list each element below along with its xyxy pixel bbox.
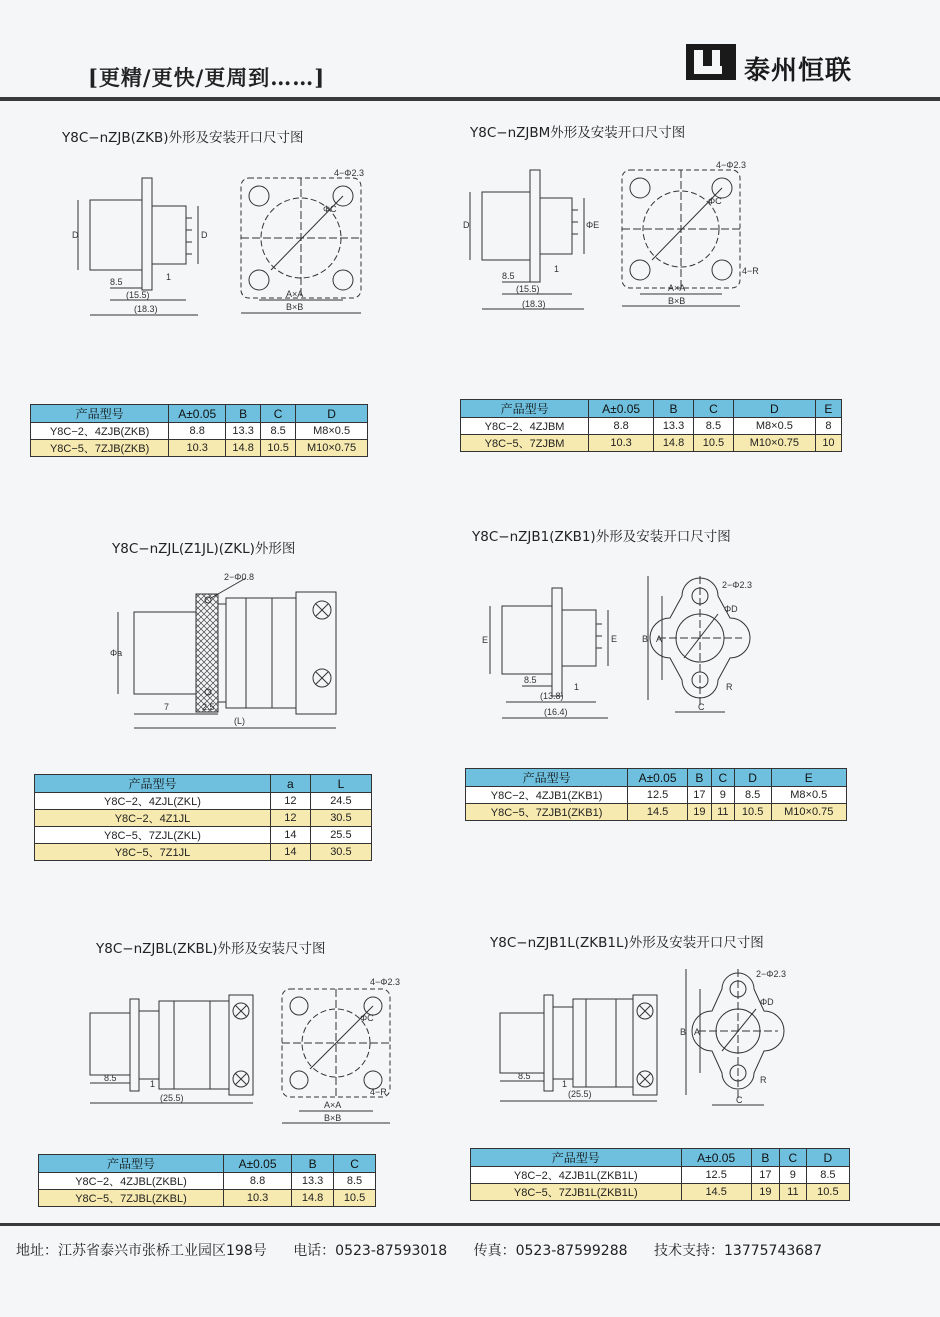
section-title: Y8C−nZJB(ZKB)外形及安装开口尺寸图 [62,130,304,146]
dim-label: B×B [324,1113,342,1123]
table-cell: 10.5 [693,435,733,452]
table-cell: 10.5 [806,1184,849,1201]
dim-label: A×A [286,289,304,299]
table-cell: 25.5 [310,827,371,844]
section-title: Y8C−nZJBM外形及安装开口尺寸图 [470,125,686,141]
table-cell: 10 [815,435,841,452]
dim-label: B [680,1027,687,1037]
table-header: D [734,769,771,787]
table-cell: 19 [687,804,711,821]
footer-support: 技术支持：13775743687 [654,1243,822,1259]
dim-label: Φa [110,648,123,658]
table-header: A±0.05 [628,769,688,787]
table-header: C [711,769,734,787]
table-header: C [334,1155,376,1173]
table-cell: 8 [815,418,841,435]
dim-label: 8.5 [518,1071,531,1081]
table-cell: Y8C−2、4Z1JL [35,810,271,827]
table-cell: 8.5 [806,1167,849,1184]
table-cell: 14.8 [226,440,261,457]
table-row [35,810,372,827]
dim-label: D [463,220,470,230]
dim-label: A×A [668,283,686,293]
dim-label: (13.8) [540,691,564,701]
table-header: E [815,400,841,418]
dim-label: (16.4) [544,707,568,717]
dim-label: (15.5) [516,284,540,294]
dim-label: 8.5 [524,675,537,685]
table-cell: 11 [779,1184,806,1201]
table-cell: 8.5 [334,1173,376,1190]
table-cell: Y8C−5、7ZJB1(ZKB1) [466,804,628,821]
dim-label: 4−R [742,266,759,276]
table-header: C [779,1149,806,1167]
table-cell: 12 [270,793,310,810]
table-header: a [270,775,310,793]
page-footer [16,1240,844,1260]
table-cell: Y8C−5、7Z1JL [35,844,271,861]
table-header: D [806,1149,849,1167]
table-cell: 9 [711,787,734,804]
table-row [461,435,842,452]
dim-label: 1 [574,682,580,692]
table-cell: 8.8 [589,418,654,435]
table-cell: 8.5 [693,418,733,435]
company-logo-icon [686,44,736,80]
dim-label: 8.5 [104,1073,117,1083]
table-header: B [687,769,711,787]
table-header: 产品型号 [31,405,169,423]
dim-label: 4−Φ2.3 [370,977,400,987]
table-cell: 10.5 [734,804,771,821]
dim-label: 1 [562,1079,568,1089]
company-name: 泰州恒联 [744,56,853,86]
table-cell: M8×0.5 [296,423,368,440]
table-row [471,1167,850,1184]
spec-table [38,1154,376,1207]
spec-table [34,774,372,861]
table-cell: Y8C−5、7ZJL(ZKL) [35,827,271,844]
table-cell: Y8C−5、7ZJB(ZKB) [31,440,169,457]
table-cell: 13.3 [226,423,261,440]
dim-label: D [72,230,79,240]
table-row [461,418,842,435]
dim-label: D [201,230,208,240]
header-rule [0,97,940,101]
table-cell: 8.8 [223,1173,291,1190]
dim-label: E [611,634,618,644]
dim-label: 2.5 [202,702,215,712]
drawing-zjbl [70,955,410,1130]
table-header: C [693,400,733,418]
table-cell: 30.5 [310,810,371,827]
table-cell: Y8C−2、4ZJBM [461,418,589,435]
footer-phone: 电话：0523-87593018 [293,1243,448,1259]
table-header: A±0.05 [681,1149,751,1167]
table-cell: 10.3 [169,440,226,457]
table-cell: 10.3 [589,435,654,452]
footer-rule [0,1223,940,1226]
table-row [466,804,847,821]
dim-label: E [482,635,489,645]
table-cell: M10×0.75 [771,804,847,821]
table-header: C [261,405,296,423]
table-row [466,787,847,804]
table-cell: 8.8 [169,423,226,440]
dim-label: 2−Φ0.8 [224,572,254,582]
dim-label: ΦE [586,220,600,230]
table-cell: Y8C−5、7ZJB1L(ZKB1L) [471,1184,682,1201]
dim-label: 4−Φ2.3 [716,160,746,170]
table-row [39,1190,376,1207]
table-header: B [292,1155,334,1173]
dim-label: 1 [166,272,172,282]
table-header: B [751,1149,779,1167]
table-row [31,440,368,457]
table-row [35,827,372,844]
table-row [35,793,372,810]
table-cell: Y8C−2、4ZJB(ZKB) [31,423,169,440]
table-cell: 10.5 [334,1190,376,1207]
table-cell: 14 [270,827,310,844]
dim-label: ΦC [708,196,722,206]
dim-label: 1 [150,1079,156,1089]
dim-label: 4−Φ2.3 [334,168,364,178]
table-cell: 12.5 [681,1167,751,1184]
table-cell: 17 [751,1167,779,1184]
table-header: 产品型号 [461,400,589,418]
dim-label: C [736,1095,743,1105]
table-cell: 13.3 [292,1173,334,1190]
dim-label: 8.5 [110,277,123,287]
table-cell: 9 [779,1167,806,1184]
table-header: A±0.05 [169,405,226,423]
table-cell: 12.5 [628,787,688,804]
dim-label: ΦD [760,997,774,1007]
dim-label: 2−Φ2.3 [756,969,786,979]
table-row [35,844,372,861]
spec-table [470,1148,850,1201]
table-cell: M10×0.75 [733,435,815,452]
dim-label: 1 [554,264,560,274]
dim-label: ΦC [360,1013,374,1023]
dim-label: R [760,1075,767,1085]
table-cell: 14.5 [628,804,688,821]
dim-label: B [642,634,649,644]
table-cell: M8×0.5 [771,787,847,804]
table-cell: 8.5 [261,423,296,440]
dim-label: (25.5) [160,1093,184,1103]
dim-label: (L) [234,716,245,726]
table-cell: Y8C−5、7ZJBM [461,435,589,452]
table-cell: 14.8 [292,1190,334,1207]
table-header: 产品型号 [471,1149,682,1167]
footer-fax: 传真：0523-87599288 [473,1243,628,1259]
table-row [471,1184,850,1201]
table-row [31,423,368,440]
dim-label: C [698,702,705,712]
table-header: A±0.05 [589,400,654,418]
table-header: B [226,405,261,423]
table-header: L [310,775,371,793]
dim-label: 7 [164,702,170,712]
table-cell: 14.8 [654,435,694,452]
table-cell: 19 [751,1184,779,1201]
drawing-zjb1 [470,566,780,736]
table-cell: Y8C−2、4ZJB1(ZKB1) [466,787,628,804]
dim-label: ΦC [323,204,337,214]
dim-label: (18.3) [134,304,158,314]
dim-label: A×A [324,1100,342,1110]
table-cell: 11 [711,804,734,821]
drawing-zjb1l [480,955,800,1115]
table-cell: 30.5 [310,844,371,861]
section-title: Y8C−nZJL(Z1JL)(ZKL)外形图 [112,541,296,557]
dim-label: (25.5) [568,1089,592,1099]
table-cell: M8×0.5 [733,418,815,435]
table-header: 产品型号 [466,769,628,787]
slogan: [更精/更快/更周到……] [88,65,326,90]
table-header: D [733,400,815,418]
dim-label: R [726,682,733,692]
table-cell: 17 [687,787,711,804]
table-cell: 14.5 [681,1184,751,1201]
dim-label: B×B [286,302,304,312]
dim-label: A [656,634,663,644]
spec-table [460,399,842,452]
table-header: 产品型号 [39,1155,224,1173]
section-title: Y8C−nZJB1L(ZKB1L)外形及安装开口尺寸图 [490,935,764,951]
dim-label: 2−Φ2.3 [722,580,752,590]
table-cell: 14 [270,844,310,861]
table-cell: M10×0.75 [296,440,368,457]
table-header: B [654,400,694,418]
table-cell: Y8C−5、7ZJBL(ZKBL) [39,1190,224,1207]
section-title: Y8C−nZJB1(ZKB1)外形及安装开口尺寸图 [472,529,731,545]
dim-label: 8.5 [502,271,515,281]
table-cell: 8.5 [734,787,771,804]
spec-table [30,404,368,457]
table-cell: Y8C−2、4ZJBL(ZKBL) [39,1173,224,1190]
table-header: D [296,405,368,423]
drawing-zjb [58,140,388,330]
dim-label: A [694,1027,701,1037]
table-cell: Y8C−2、4ZJB1L(ZKB1L) [471,1167,682,1184]
table-row [39,1173,376,1190]
table-cell: Y8C−2、4ZJL(ZKL) [35,793,271,810]
dim-label: ΦD [724,604,738,614]
dim-label: 4−R [370,1087,387,1097]
section-title: Y8C−nZJBL(ZKBL)外形及安装尺寸图 [96,941,326,957]
spec-table [465,768,847,821]
table-cell: 13.3 [654,418,694,435]
dim-label: (15.5) [126,290,150,300]
footer-address: 地址：江苏省泰兴市张桥工业园区198号 [16,1243,267,1259]
drawing-zjl [96,560,356,730]
table-header: 产品型号 [35,775,271,793]
drawing-zjbm [450,136,780,326]
page-header [0,0,940,100]
table-header: E [771,769,847,787]
table-cell: 24.5 [310,793,371,810]
dim-label: B×B [668,296,686,306]
table-cell: 10.3 [223,1190,291,1207]
table-cell: 12 [270,810,310,827]
dim-label: (18.3) [522,299,546,309]
table-header: A±0.05 [223,1155,291,1173]
table-cell: 10.5 [261,440,296,457]
